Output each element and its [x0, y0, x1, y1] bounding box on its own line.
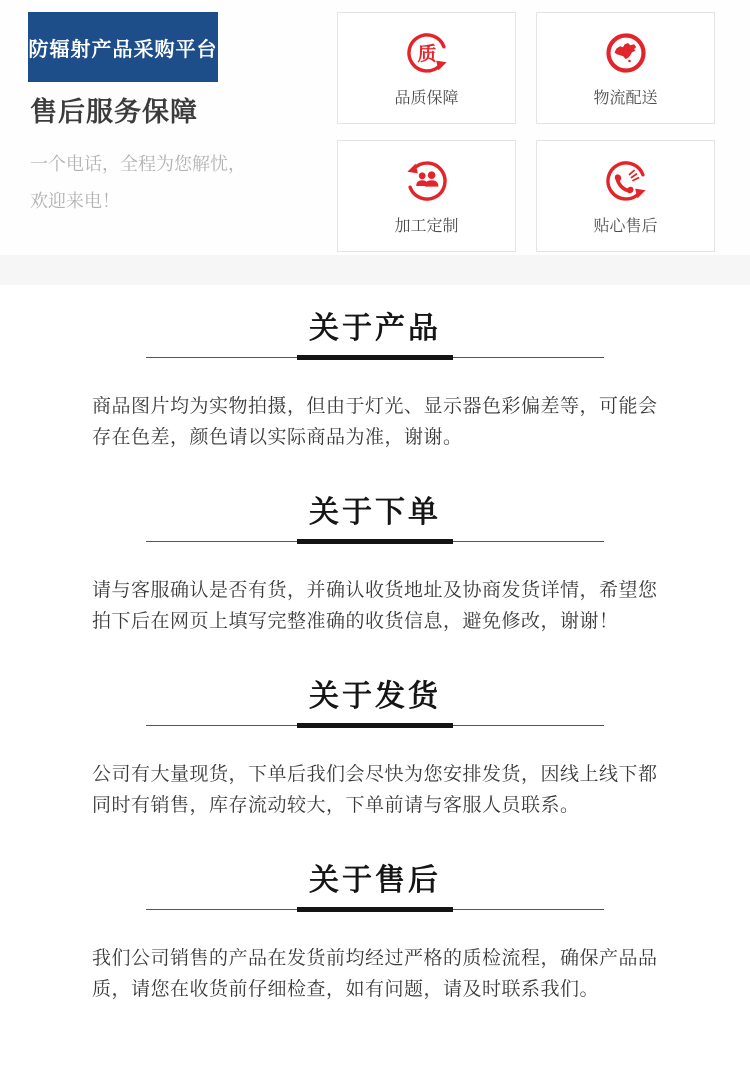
quality-glyph: 质	[416, 44, 437, 65]
card-label-aftersales: 贴心售后	[593, 218, 658, 235]
card-label-logistics: 物流配送	[593, 90, 658, 107]
custom-processing-icon	[402, 156, 452, 206]
section-about-shipping	[0, 679, 750, 821]
section-divider-band	[0, 255, 750, 285]
section-about-product	[0, 311, 750, 453]
section-title: 关于售后	[309, 864, 441, 897]
underline-thick-segment	[297, 539, 453, 544]
service-card-customization	[337, 140, 516, 252]
section-title: 关于发货	[309, 680, 441, 713]
title-underline	[146, 355, 604, 361]
service-cards-grid	[337, 12, 715, 252]
underline-thick-segment	[297, 907, 453, 912]
quality-cycle-icon	[402, 28, 452, 78]
tagline-line-1: 一个电话，全程为您解忧，	[30, 154, 246, 174]
tagline-line-2: 欢迎来电！	[30, 191, 120, 211]
service-card-logistics	[536, 12, 715, 124]
section-about-aftersales	[0, 863, 750, 1005]
section-body: 商品图片均为实物拍摄，但由于灯光、显示器色彩偏差等，可能会存在色差，颜色请以实际商品为准，谢谢。	[92, 396, 658, 448]
underline-thick-segment	[297, 723, 453, 728]
card-label-customization: 加工定制	[394, 218, 459, 235]
section-body: 请与客服确认是否有货，并确认收货地址及协商发货详情，希望您拍下后在网页上填写完整准确的收货信息，避免修改，谢谢！	[92, 580, 658, 632]
service-tagline	[30, 146, 246, 220]
section-title: 关于下单	[309, 496, 441, 529]
section-body: 我们公司销售的产品在发货前均经过严格的质检流程，确保产品品质，请您在收货前仔细检查，如有问题，请及时联系我们。	[92, 948, 658, 1000]
service-card-quality	[337, 12, 516, 124]
underline-thick-segment	[297, 355, 453, 360]
service-card-aftersales	[536, 140, 715, 252]
brand-badge: 防辐射产品采购平台	[28, 12, 218, 82]
title-underline	[146, 907, 604, 913]
title-underline	[146, 539, 604, 545]
china-map-icon	[601, 28, 651, 78]
phone-service-icon	[601, 156, 651, 206]
card-label-quality: 品质保障	[394, 90, 459, 107]
section-about-ordering	[0, 495, 750, 637]
service-guarantee-title: 售后服务保障	[30, 97, 198, 127]
info-sections	[0, 311, 750, 1005]
service-header	[0, 0, 750, 255]
title-underline	[146, 723, 604, 729]
section-title: 关于产品	[309, 312, 441, 345]
section-body: 公司有大量现货，下单后我们会尽快为您安排发货，因线上线下都同时有销售，库存流动较大，下单前请与客服人员联系。	[92, 764, 658, 816]
